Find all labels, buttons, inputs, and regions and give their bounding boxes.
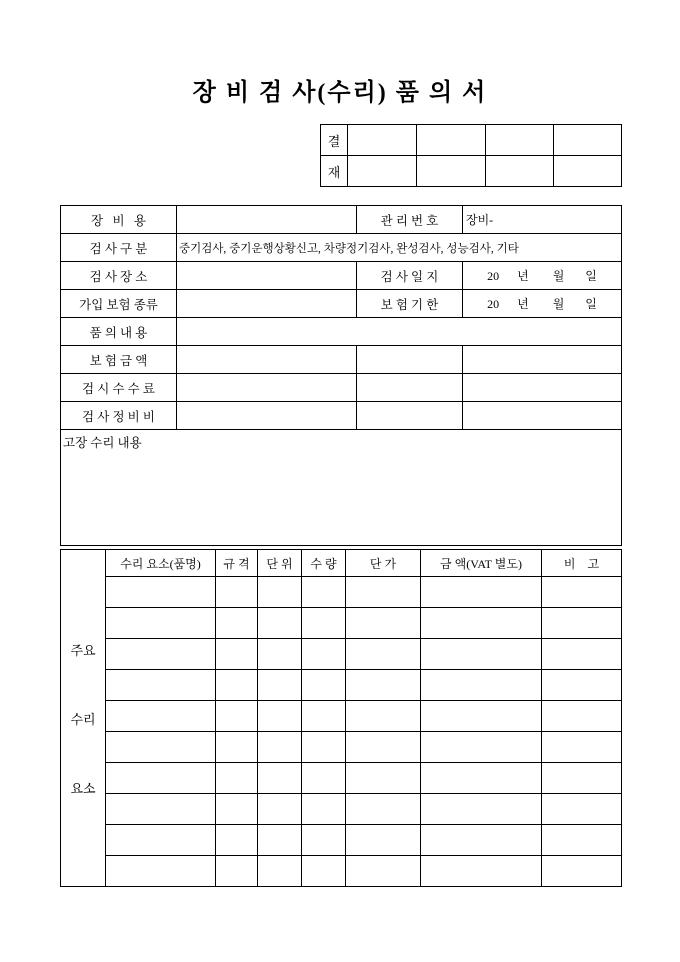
parts-empty-cell xyxy=(106,670,216,701)
request-detail-value xyxy=(177,318,622,346)
parts-empty-cell xyxy=(216,856,258,887)
info-table xyxy=(60,205,622,546)
parts-empty-cell xyxy=(258,670,302,701)
inspection-fee-label: 검 시 수 수 료 xyxy=(61,374,177,402)
maintenance-cost-label: 검 사 정 비 비 xyxy=(61,402,177,430)
parts-empty-cell xyxy=(216,825,258,856)
parts-empty-cell xyxy=(542,639,622,670)
maintenance-cost-cell xyxy=(357,402,463,430)
parts-empty-cell xyxy=(258,856,302,887)
parts-empty-cell xyxy=(346,732,421,763)
parts-empty-cell xyxy=(302,577,346,608)
approval-label-top: 결 xyxy=(321,125,348,156)
parts-table xyxy=(60,549,622,887)
parts-empty-cell xyxy=(258,763,302,794)
parts-empty-cell xyxy=(258,732,302,763)
parts-empty-cell xyxy=(106,763,216,794)
parts-empty-cell xyxy=(216,577,258,608)
parts-empty-cell xyxy=(258,608,302,639)
info-row-maintenance-cost xyxy=(61,402,622,430)
mgmt-no-label: 관 리 번 호 xyxy=(357,206,463,234)
inspection-fee-cell xyxy=(357,374,463,402)
info-row-insurance-type xyxy=(61,290,622,318)
info-row-inspection-place xyxy=(61,262,622,290)
parts-empty-cell xyxy=(216,794,258,825)
parts-empty-cell xyxy=(421,763,542,794)
inspection-place-label: 검 사 장 소 xyxy=(61,262,177,290)
parts-empty-cell xyxy=(258,639,302,670)
approval-table xyxy=(320,124,622,187)
approval-sign-cell xyxy=(486,125,554,156)
parts-header-row xyxy=(61,550,622,577)
parts-empty-cell xyxy=(346,763,421,794)
maintenance-cost-value xyxy=(177,402,357,430)
parts-empty-cell xyxy=(346,825,421,856)
parts-empty-cell xyxy=(421,856,542,887)
insurance-amount-label: 보 험 금 액 xyxy=(61,346,177,374)
parts-empty-cell xyxy=(216,763,258,794)
parts-empty-cell xyxy=(302,856,346,887)
parts-table-row xyxy=(61,670,622,701)
parts-side-label-line: 주요 xyxy=(70,642,96,658)
approval-sign-cell xyxy=(486,156,554,187)
info-row-insurance-amount xyxy=(61,346,622,374)
parts-empty-cell xyxy=(258,701,302,732)
parts-table-row xyxy=(61,856,622,887)
parts-empty-cell xyxy=(302,732,346,763)
parts-table-row xyxy=(61,794,622,825)
insurance-type-value xyxy=(177,290,357,318)
parts-empty-cell xyxy=(346,639,421,670)
parts-empty-cell xyxy=(421,608,542,639)
parts-empty-cell xyxy=(346,670,421,701)
parts-empty-cell xyxy=(542,763,622,794)
approval-sign-cell xyxy=(554,156,622,187)
page-title: 장 비 검 사(수리) 품 의 서 xyxy=(192,80,488,106)
parts-empty-cell xyxy=(346,794,421,825)
parts-empty-cell xyxy=(302,825,346,856)
parts-empty-cell xyxy=(542,794,622,825)
parts-table-row xyxy=(61,608,622,639)
parts-empty-cell xyxy=(346,577,421,608)
parts-empty-cell xyxy=(216,701,258,732)
parts-empty-cell xyxy=(302,670,346,701)
parts-empty-cell xyxy=(216,670,258,701)
insurance-amount-value xyxy=(177,346,357,374)
parts-table-row xyxy=(61,701,622,732)
parts-header-qty: 수 량 xyxy=(302,550,346,577)
parts-empty-cell xyxy=(302,794,346,825)
parts-empty-cell xyxy=(258,794,302,825)
parts-table-body xyxy=(61,550,622,887)
parts-header-item-name: 수리 요소(품명) xyxy=(106,550,216,577)
parts-empty-cell xyxy=(421,639,542,670)
info-row-inspection-type xyxy=(61,234,622,262)
parts-side-label-line: 요소 xyxy=(70,780,96,796)
inspection-type-value: 중기검사, 중기운행상황신고, 차량정기검사, 완성검사, 성능검사, 기타 xyxy=(177,234,622,262)
parts-empty-cell xyxy=(542,701,622,732)
equipment-value xyxy=(177,206,357,234)
parts-table-row xyxy=(61,577,622,608)
parts-empty-cell xyxy=(106,794,216,825)
parts-empty-cell xyxy=(106,732,216,763)
mgmt-no-value: 장비- xyxy=(463,206,622,234)
parts-empty-cell xyxy=(346,856,421,887)
parts-empty-cell xyxy=(421,577,542,608)
inspection-place-value xyxy=(177,262,357,290)
maintenance-cost-cell xyxy=(463,402,622,430)
parts-table-row xyxy=(61,732,622,763)
parts-empty-cell xyxy=(542,577,622,608)
approval-label-bottom: 재 xyxy=(321,156,348,187)
info-row-equipment xyxy=(61,206,622,234)
info-row-breakdown-repair xyxy=(61,430,622,546)
parts-empty-cell xyxy=(258,577,302,608)
approval-sign-cell xyxy=(417,156,486,187)
parts-empty-cell xyxy=(106,825,216,856)
parts-header-note: 비 고 xyxy=(542,550,622,577)
insurance-amount-cell xyxy=(463,346,622,374)
equipment-label: 장 비 용 xyxy=(61,206,177,234)
parts-empty-cell xyxy=(346,701,421,732)
approval-sign-cell xyxy=(348,156,417,187)
parts-header-spec: 규 격 xyxy=(216,550,258,577)
parts-empty-cell xyxy=(421,794,542,825)
parts-empty-cell xyxy=(346,608,421,639)
parts-empty-cell xyxy=(106,701,216,732)
parts-empty-cell xyxy=(106,577,216,608)
insurance-term-value: 20 년 월 일 xyxy=(463,290,622,318)
parts-empty-cell xyxy=(542,670,622,701)
inspection-fee-cell xyxy=(463,374,622,402)
info-row-request-detail xyxy=(61,318,622,346)
inspection-type-label: 검 사 구 분 xyxy=(61,234,177,262)
parts-empty-cell xyxy=(542,856,622,887)
insurance-type-label: 가입 보험 종류 xyxy=(61,290,177,318)
parts-empty-cell xyxy=(421,825,542,856)
breakdown-repair-cell: 고장 수리 내용 xyxy=(61,430,622,546)
parts-empty-cell xyxy=(302,608,346,639)
approval-sign-cell xyxy=(554,125,622,156)
parts-table-row xyxy=(61,825,622,856)
parts-empty-cell xyxy=(302,701,346,732)
parts-empty-cell xyxy=(302,639,346,670)
parts-empty-cell xyxy=(421,670,542,701)
parts-empty-cell xyxy=(106,608,216,639)
inspection-date-label: 검 사 일 지 xyxy=(357,262,463,290)
parts-empty-cell xyxy=(302,763,346,794)
parts-empty-cell xyxy=(216,639,258,670)
inspection-fee-value xyxy=(177,374,357,402)
parts-empty-cell xyxy=(216,608,258,639)
parts-header-unit: 단 위 xyxy=(258,550,302,577)
parts-empty-cell xyxy=(258,825,302,856)
parts-side-label xyxy=(61,550,106,887)
parts-empty-cell xyxy=(106,639,216,670)
parts-empty-cell xyxy=(542,608,622,639)
parts-table-row xyxy=(61,639,622,670)
parts-side-label-line: 수리 xyxy=(70,711,96,727)
parts-table-row xyxy=(61,763,622,794)
insurance-amount-cell xyxy=(357,346,463,374)
parts-empty-cell xyxy=(216,732,258,763)
parts-empty-cell xyxy=(106,856,216,887)
request-detail-label: 품 의 내 용 xyxy=(61,318,177,346)
info-row-inspection-fee xyxy=(61,374,622,402)
parts-empty-cell xyxy=(421,701,542,732)
approval-sign-cell xyxy=(348,125,417,156)
parts-empty-cell xyxy=(421,732,542,763)
parts-header-amount: 금 액(VAT 별도) xyxy=(421,550,542,577)
parts-empty-cell xyxy=(542,825,622,856)
parts-header-unit-price: 단 가 xyxy=(346,550,421,577)
approval-sign-cell xyxy=(417,125,486,156)
insurance-term-label: 보 험 기 한 xyxy=(357,290,463,318)
inspection-date-value: 20 년 월 일 xyxy=(463,262,622,290)
parts-empty-cell xyxy=(542,732,622,763)
